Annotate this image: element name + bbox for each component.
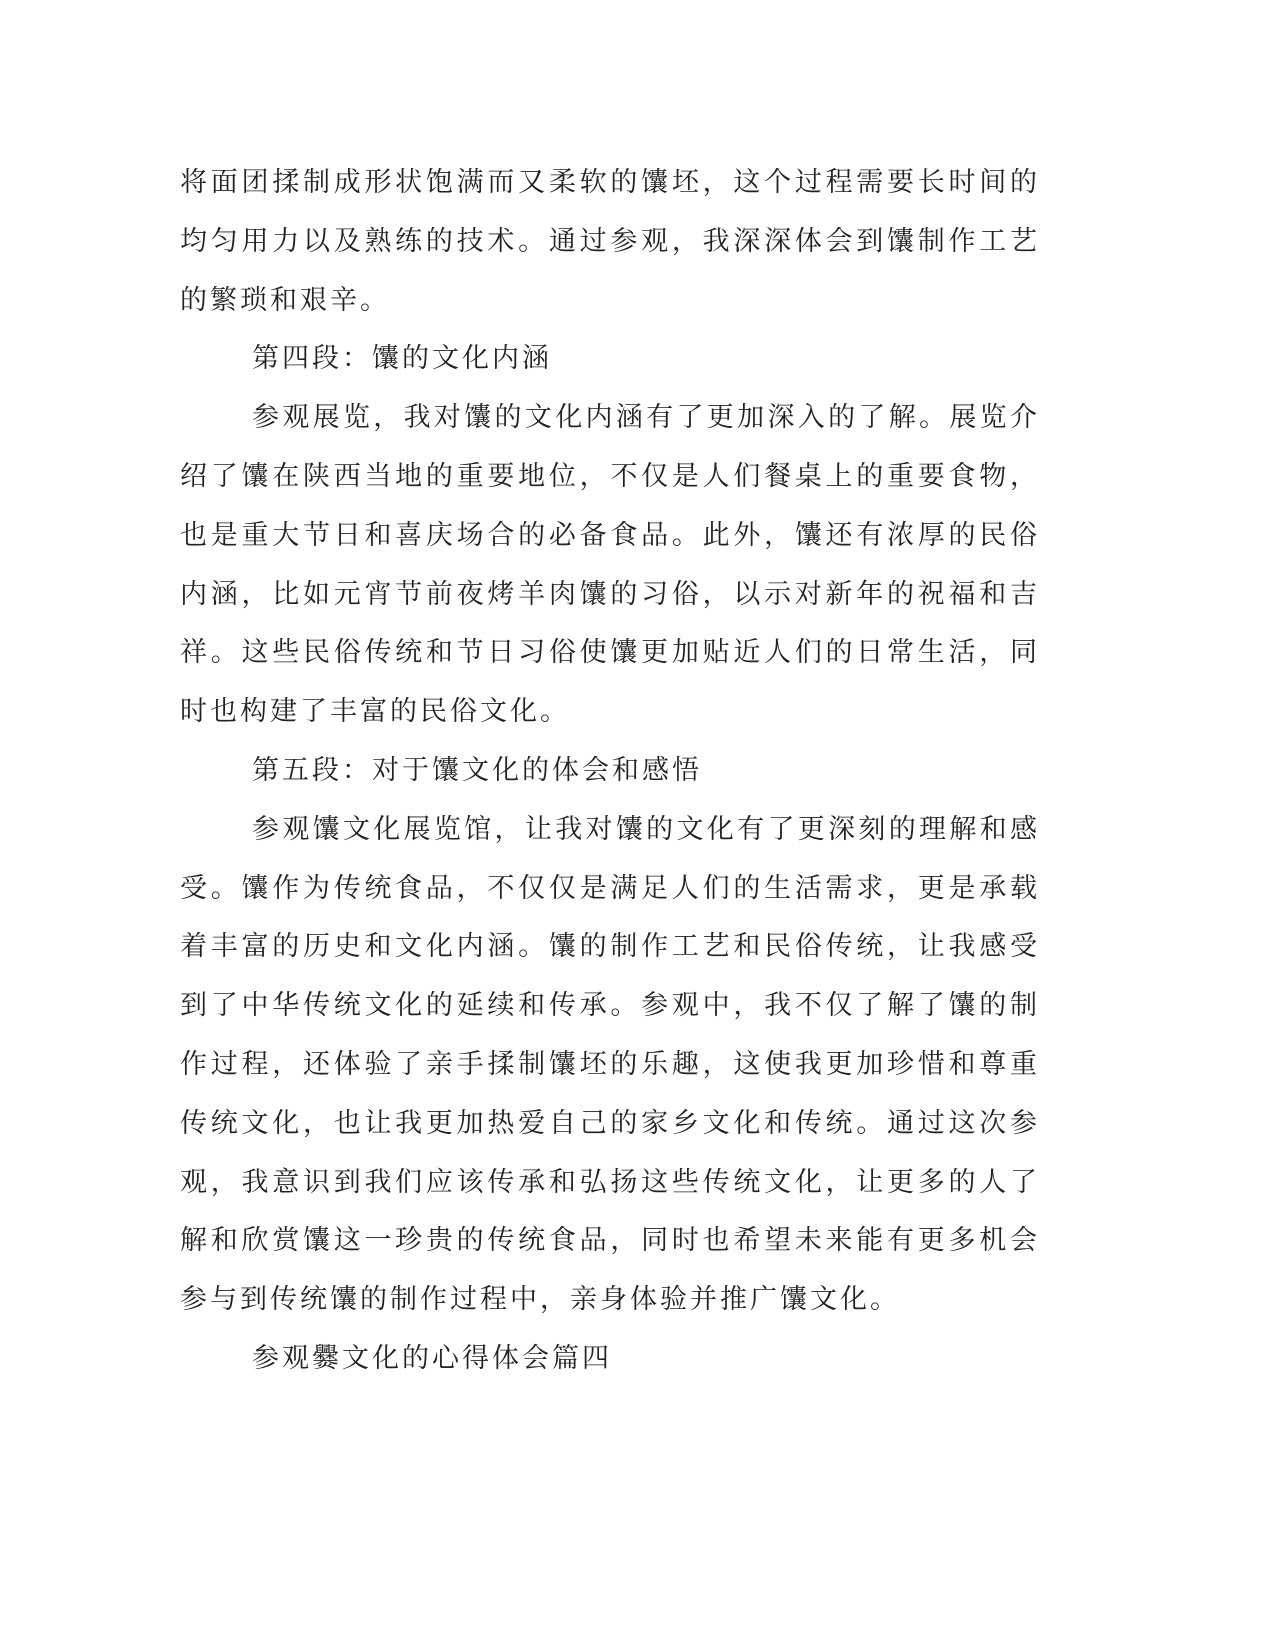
article-title-part-4: 参观爨文化的心得体会篇四 [252, 1342, 612, 1374]
section-heading-4: 第四段：馕的文化内涵 [252, 343, 552, 375]
paragraph-cultural-meaning: 参观展览，我对馕的文化内涵有了更加深入的了解。展览介绍了馕在陕西当地的重要地位，不仅是人们餐桌上的重要食物，也是重大节日和喜庆场合的必备食品。此外，馕还有浓厚的民俗内涵，比如元宵节前夜烤羊肉馕的习俗，以示对新年的祝福和吉祥。这些民俗传统和节日习俗使馕更加贴近人们的日常生活，同时也构建了丰富的民俗文化。 [180, 402, 1040, 728]
paragraph-reflection: 参观馕文化展览馆，让我对馕的文化有了更深刻的理解和感受。馕作为传统食品，不仅仅是满足人们的生活需求，更是承载着丰富的历史和文化内涵。馕的制作工艺和民俗传统，让我感受到了中华传统文化的延续和传承。参观中，我不仅了解了馕的制作过程，还体验了亲手揉制馕坯的乐趣，这使我更加珍惜和尊重传统文化，也让我更加热爱自己的家乡文化和传统。通过这次参观，我意识到我们应该传承和弘扬这些传统文化，让更多的人了解和欣赏馕这一珍贵的传统食品，同时也希望未来能有更多机会参与到传统馕的制作过程中，亲身体验并推广馕文化。 [180, 813, 1040, 1316]
paragraph-craft-conclusion: 将面团揉制成形状饱满而又柔软的馕坯，这个过程需要长时间的均匀用力以及熟练的技术。通过参观，我深深体会到馕制作工艺的繁琐和艰辛。 [180, 167, 1040, 316]
document-body [180, 154, 1040, 1389]
section-heading-5: 第五段：对于馕文化的体会和感悟 [252, 754, 702, 786]
